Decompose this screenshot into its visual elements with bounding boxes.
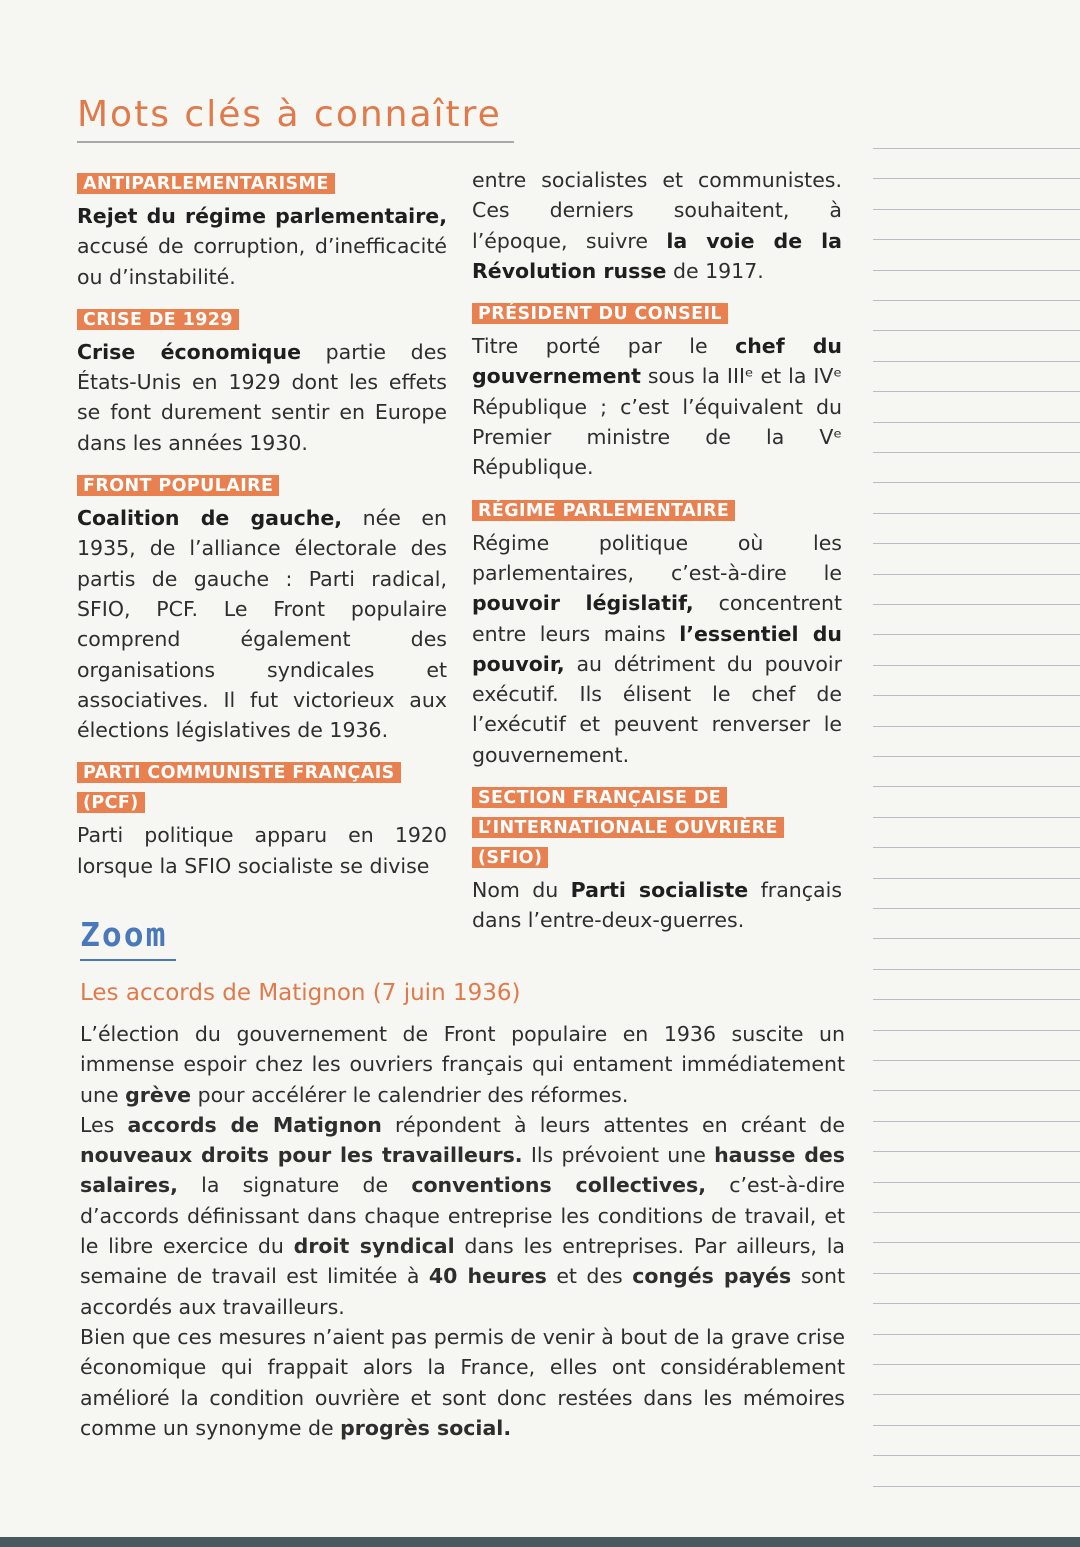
term-definition: Rejet du régime parlementaire, accusé de corruption, d’inefficacité ou d’instabilité.	[77, 204, 447, 289]
note-line	[873, 482, 1080, 483]
note-line	[873, 786, 1080, 787]
glossary-left-column	[77, 168, 447, 881]
zoom-paragraph-3: Bien que ces mesures n’aient pas permis de venir à bout de la grave crise économique qui frappait alors la France, elles ont considérablement amélioré la condition ouvrière et sont donc restées dans les mémoires comme un synonyme de progrès social.	[80, 1324, 845, 1440]
note-line	[873, 634, 1080, 635]
term-definition: entre socialistes et communistes. Ces derniers souhaitent, à l’époque, suivre la voie de la Révolution russe de 1917.	[472, 168, 842, 283]
title-underline	[77, 141, 514, 143]
term-definition: Parti politique apparu en 1920 lorsque la SFIO socialiste se divise	[77, 823, 447, 878]
term-label: PARTI COMMUNISTE FRANÇAIS	[77, 762, 401, 783]
note-line	[873, 1273, 1080, 1274]
note-line	[873, 239, 1080, 240]
note-line	[873, 817, 1080, 818]
note-line	[873, 422, 1080, 423]
note-line	[873, 1455, 1080, 1456]
entry-crise-1929	[77, 304, 447, 458]
zoom-underline	[80, 959, 176, 961]
note-line	[873, 847, 1080, 848]
term-label-line2: L’INTERNATIONALE OUVRIÈRE (SFIO)	[472, 817, 784, 868]
note-line	[873, 1334, 1080, 1335]
note-line	[873, 665, 1080, 666]
entry-pcf-continued	[472, 165, 842, 286]
note-line	[873, 452, 1080, 453]
note-line	[873, 969, 1080, 970]
note-line	[873, 1030, 1080, 1031]
zoom-paragraph-2: Les accords de Matignon répondent à leurs attentes en créant de nouveaux droits pour les travailleurs. Ils prévoient une hausse des salaires, la signature de conventions collectives, c’est-à-dire d’accords définissant dans chaque entreprise les conditions de travail, et le libre exercice du droit syndical dans les entreprises. Par ailleurs, la semaine de travail est limitée à 40 heures et des congés payés sont accordés aux travailleurs.	[80, 1112, 846, 1319]
term-label: PRÉSIDENT DU CONSEIL	[472, 303, 728, 324]
entry-sfio	[472, 782, 842, 936]
note-line	[873, 1090, 1080, 1091]
entry-front-populaire	[77, 470, 447, 745]
term-definition: Coalition de gauche, née en 1935, de l’alliance électorale des partis de gauche : Parti radical, SFIO, PCF. Le Front populaire comprend également des organisations syndicales et associatives. Il fut victorieux aux élections législatives de 1936.	[77, 506, 447, 743]
note-line	[873, 695, 1080, 696]
entry-antiparlementarisme	[77, 168, 447, 292]
note-line	[873, 1394, 1080, 1395]
term-label: SECTION FRANÇAISE DE	[472, 787, 727, 808]
note-line	[873, 908, 1080, 909]
note-line	[873, 148, 1080, 149]
page-bottom-edge	[0, 1537, 1080, 1547]
glossary-right-column	[472, 165, 842, 936]
zoom-title: Zoom	[80, 915, 168, 954]
section-title: Mots clés à connaître	[77, 94, 502, 135]
entry-pcf	[77, 757, 447, 881]
entry-president-du-conseil	[472, 298, 842, 482]
note-line	[873, 1242, 1080, 1243]
note-line	[873, 391, 1080, 392]
term-label: CRISE DE 1929	[77, 309, 239, 330]
term-label: FRONT POPULAIRE	[77, 475, 279, 496]
note-line	[873, 726, 1080, 727]
term-label-abbr: (PCF)	[77, 792, 145, 813]
note-line	[873, 756, 1080, 757]
note-line	[873, 1425, 1080, 1426]
zoom-subtitle: Les accords de Matignon (7 juin 1936)	[80, 980, 521, 1006]
note-line	[873, 938, 1080, 939]
note-line	[873, 1151, 1080, 1152]
note-line	[873, 1364, 1080, 1365]
note-line	[873, 574, 1080, 575]
zoom-body	[80, 1019, 845, 1443]
term-label: RÉGIME PARLEMENTAIRE	[472, 500, 735, 521]
note-line	[873, 178, 1080, 179]
note-line	[873, 209, 1080, 210]
zoom-paragraph-1: L’élection du gouvernement de Front populaire en 1936 suscite un immense espoir chez les ouvriers français qui entament immédiatement une grève pour accélérer le calendrier des réformes.	[80, 1022, 845, 1107]
note-lines	[873, 120, 1080, 1537]
note-line	[873, 513, 1080, 514]
note-line	[873, 543, 1080, 544]
note-line	[873, 999, 1080, 1000]
term-definition: Régime politique où les parlementaires, c’est-à-dire le pouvoir législatif, concentrent entre leurs mains l’essentiel du pouvoir, au détriment du pouvoir exécutif. Ils élisent le chef de l’exécutif et peuvent renverser le gouvernement.	[472, 530, 842, 767]
note-line	[873, 1060, 1080, 1061]
note-line	[873, 300, 1080, 301]
note-line	[873, 604, 1080, 605]
note-line	[873, 270, 1080, 271]
term-definition: Titre porté par le chef du gouvernement sous la IIIᵉ et la IVᵉ République ; c’est l’équivalent du Premier ministre de la Vᵉ République.	[472, 334, 842, 480]
note-line	[873, 1182, 1080, 1183]
note-line	[873, 1486, 1080, 1487]
note-line	[873, 1212, 1080, 1213]
note-line	[873, 361, 1080, 362]
term-definition: Crise économique partie des États-Unis en 1929 dont les effets se font durement sentir en Europe dans les années 1930.	[77, 339, 447, 455]
term-label: ANTIPARLEMENTARISME	[77, 173, 335, 194]
note-line	[873, 1121, 1080, 1122]
note-line	[873, 1303, 1080, 1304]
term-definition: Nom du Parti socialiste français dans l’entre-deux-guerres.	[472, 878, 842, 933]
note-line	[873, 878, 1080, 879]
entry-regime-parlementaire	[472, 495, 842, 770]
note-line	[873, 330, 1080, 331]
